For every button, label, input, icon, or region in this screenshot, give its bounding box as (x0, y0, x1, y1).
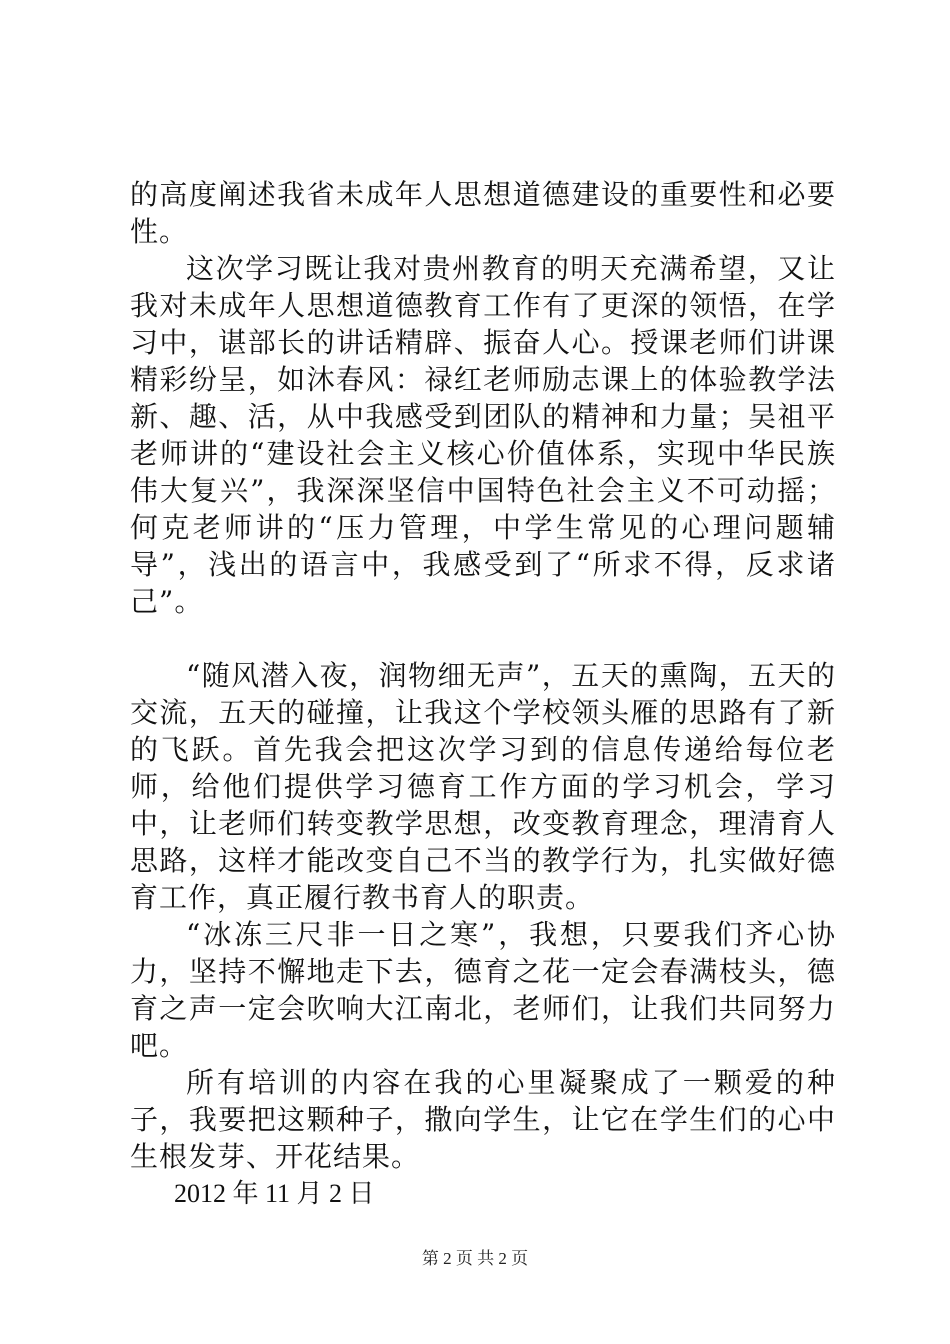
paragraph-continuation: 的高度阐述我省未成年人思想道德建设的重要性和必要性。 (130, 178, 836, 248)
paragraph-conclusion: 所有培训的内容在我的心里凝聚成了一颗爱的种子，我要把这颗种子，撒向学生，让它在学生们的心中生根发芽、开花结果。 (130, 1066, 836, 1173)
paragraph-perseverance: “冰冻三尺非一日之寒”，我想，只要我们齐心协力，坚持不懈地走下去，德育之花一定会春满枝头，德育之声一定会吹响大江南北，老师们，让我们共同努力吧。 (130, 918, 836, 1062)
paragraph-learning-reflection: 这次学习既让我对贵州教育的明天充满希望，又让我对未成年人思想道德教育工作有了更深的领悟，在学习中，谌部长的讲话精辟、振奋人心。授课老师们讲课精彩纷呈，如沐春风：禄红老师励志课上的体验教学法新、趣、活，从中我感受到团队的精神和力量；吴祖平老师讲的“建设社会主义核心价值体系，实现中华民族伟大复兴”，我深深坚信中国特色社会主义不可动摇；何克老师讲的“压力管理，中学生常见的心理问题辅导”，浅出的语言中，我感受到了“所求不得，反求诸己”。 (130, 252, 836, 618)
document-date: 2012 年 11 月 2 日 (174, 1179, 375, 1208)
paragraph-future-plan: “随风潜入夜，润物细无声”，五天的熏陶，五天的交流，五天的碰撞，让我这个学校领头雁的思路有了新的飞跃。首先我会把这次学习到的信息传递给每位老师，给他们提供学习德育工作方面的学习机会，学习中，让老师们转变教学思想，改变教育理念，理清育人思路，这样才能改变自己不当的教学行为，扎实做好德育工作，真正履行教书育人的职责。 (130, 659, 836, 914)
paragraph-spacer (130, 620, 836, 657)
document-body (130, 176, 836, 1212)
page-footer: 第 2 页 共 2 页 (421, 1249, 529, 1268)
